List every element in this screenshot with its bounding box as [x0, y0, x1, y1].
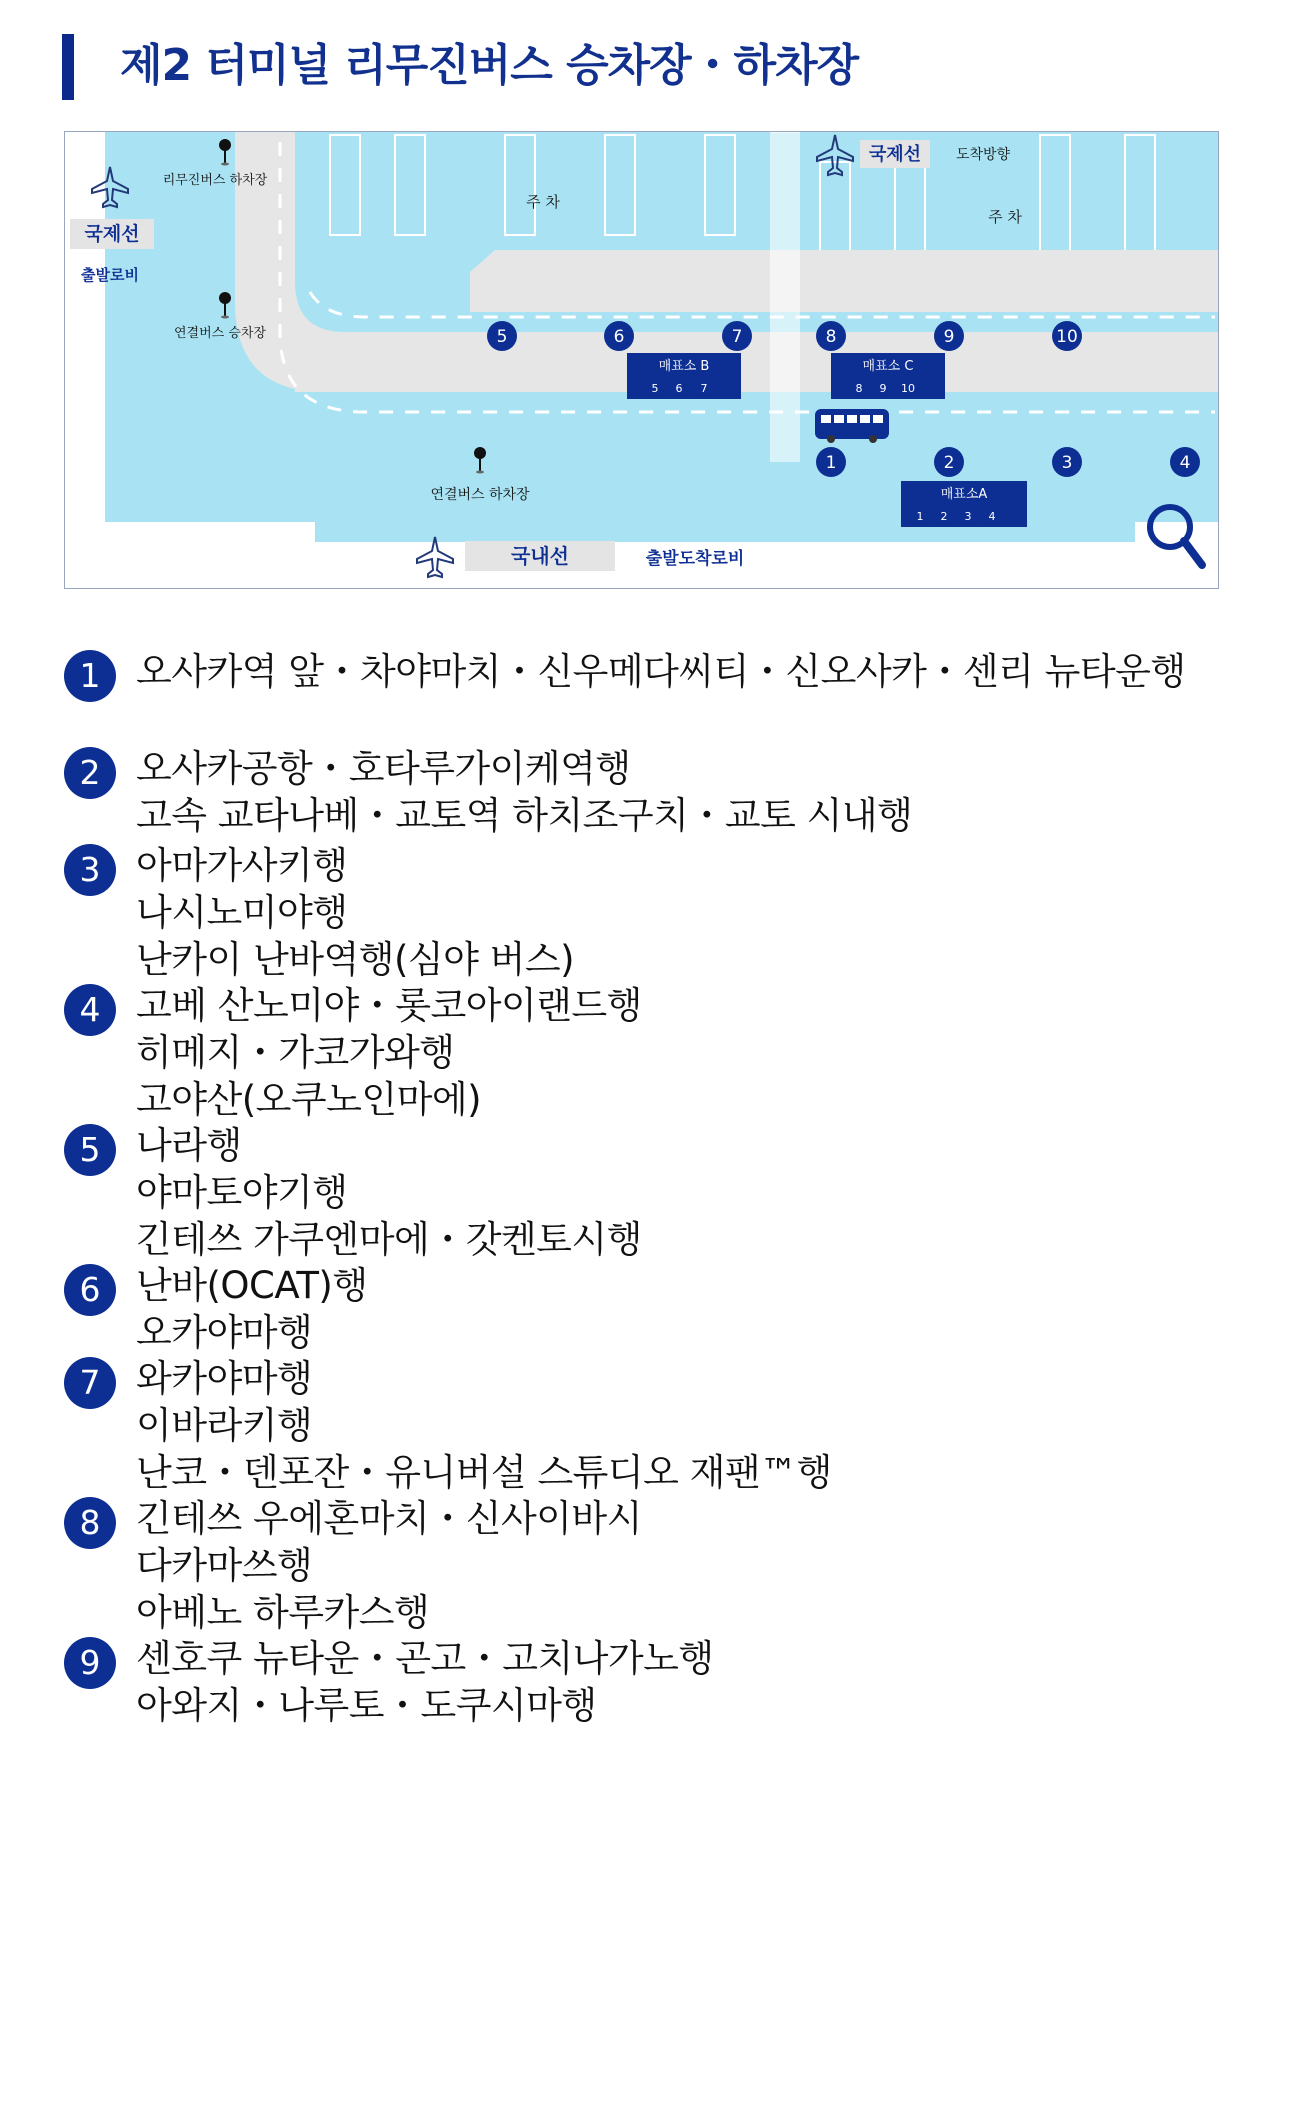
- route-destinations: [136, 1495, 642, 1636]
- map-stop-marker: 6: [613, 327, 625, 348]
- route-item: [64, 745, 912, 839]
- route-destinations: [136, 842, 574, 983]
- route-item: [64, 842, 574, 983]
- route-item: [64, 1355, 832, 1496]
- map-stop-marker: 7: [731, 327, 743, 348]
- ticket-stop-marker: 8: [855, 381, 863, 395]
- connecting-pickup-label: 연결버스 승차장: [173, 326, 267, 341]
- route-item: [64, 982, 642, 1123]
- destination-line: 오사카공항・호타루가이케역행: [136, 747, 631, 790]
- connecting-dropoff-label: 연결버스 하차장: [430, 487, 530, 503]
- destination-line: 히메지・가코가와행: [136, 1031, 455, 1074]
- map-stop-marker: 5: [496, 327, 508, 348]
- stop-number-badge: 9: [64, 1637, 116, 1689]
- ticket-stop-marker: 5: [651, 381, 659, 395]
- route-destinations: [136, 1355, 832, 1496]
- route-destinations: [136, 745, 912, 839]
- destination-line: 난카이 난바역행(심야 버스): [136, 938, 575, 981]
- destination-line: 난바(OCAT)행: [136, 1264, 368, 1307]
- page-title: 제2 터미널 리무진버스 승차장・하차장: [120, 40, 859, 91]
- ticket-a-label: 매표소A: [940, 487, 988, 502]
- destination-line: 긴테쓰 우에혼마치・신사이바시: [136, 1497, 642, 1540]
- route-destinations: [136, 1262, 368, 1356]
- route-item: [64, 1635, 714, 1729]
- lower-land: [105, 522, 315, 588]
- airplane-icon: [417, 537, 453, 577]
- title-accent-bar: [62, 34, 74, 100]
- stop-number-badge: 7: [64, 1357, 116, 1409]
- route-item: [64, 1495, 642, 1636]
- route-item: [64, 648, 1186, 702]
- stop-number-badge: 3: [64, 844, 116, 896]
- ticket-b-label: 매표소 B: [658, 359, 710, 374]
- international-top-label: 국제선: [868, 144, 922, 165]
- destination-line: 긴테쓰 가쿠엔마에・갓켄토시행: [136, 1218, 642, 1261]
- ticket-stop-marker: 6: [675, 381, 683, 395]
- stop-number-badge: 4: [64, 984, 116, 1036]
- destination-line: 야마토야기행: [136, 1171, 348, 1214]
- route-destinations: [136, 648, 1186, 695]
- map-stop-marker: 9: [943, 327, 955, 348]
- parking-label-1: 주 차: [526, 193, 560, 211]
- destination-line: 나라행: [136, 1124, 242, 1167]
- destination-line: 나시노미야행: [136, 891, 348, 934]
- limousine-dropoff-label: 리무진버스 하차장: [162, 173, 268, 188]
- stop-number-badge: 1: [64, 650, 116, 702]
- route-item: [64, 1122, 642, 1263]
- crosswalk: [770, 132, 800, 462]
- destination-line: 고야산(오쿠노인마에): [136, 1078, 482, 1121]
- arrival-direction-label: 도착방향: [955, 147, 1011, 163]
- map-stop-marker: 3: [1061, 453, 1073, 474]
- map-stop-marker: 4: [1179, 453, 1191, 474]
- domestic-label: 국내선: [511, 544, 569, 568]
- destination-line: 아베노 하루카스행: [136, 1591, 430, 1634]
- destination-line: 센호쿠 뉴타운・곤고・고치나가노행: [136, 1637, 714, 1680]
- destination-line: 이바라키행: [136, 1404, 313, 1447]
- ticket-stop-marker: 2: [940, 509, 948, 523]
- destination-line: 다카마쓰행: [136, 1544, 313, 1587]
- destination-line: 아마가사키행: [136, 844, 348, 887]
- ticket-c-label: 매표소 C: [862, 359, 914, 374]
- destination-line: 오사카역 앞・차야마치・신우메다씨티・신오사카・센리 뉴타운행: [136, 650, 1186, 693]
- international-left-label: 국제선: [84, 223, 140, 245]
- stop-number-badge: 2: [64, 747, 116, 799]
- road-upper: [470, 250, 1218, 312]
- stop-number-badge: 5: [64, 1124, 116, 1176]
- departure-arrival-lobby-label: 출발도착로비: [645, 549, 745, 569]
- departure-lobby-label: 출발로비: [81, 266, 139, 284]
- destination-line: 아와지・나루토・도쿠시마행: [136, 1684, 597, 1727]
- route-destinations: [136, 982, 642, 1123]
- ticket-stop-marker: 7: [700, 381, 708, 395]
- ticket-stop-marker: 10: [901, 381, 915, 395]
- terminal-map: [64, 131, 1219, 589]
- parking-label-2: 주 차: [988, 208, 1022, 226]
- stop-number-badge: 6: [64, 1264, 116, 1316]
- destination-line: 고베 산노미야・롯코아이랜드행: [136, 984, 642, 1027]
- ticket-stop-marker: 9: [879, 381, 887, 395]
- destination-line: 난코・덴포잔・유니버설 스튜디오 재팬™행: [136, 1451, 832, 1494]
- map-stop-marker: 8: [825, 327, 837, 348]
- ticket-stop-marker: 3: [964, 509, 972, 523]
- ticket-stop-marker: 4: [988, 509, 996, 523]
- stop-number-badge: 8: [64, 1497, 116, 1549]
- route-destinations: [136, 1122, 642, 1263]
- ticket-stop-marker: 1: [916, 509, 924, 523]
- destination-line: 와카야마행: [136, 1357, 313, 1400]
- bus-icon: [815, 409, 889, 443]
- route-item: [64, 1262, 368, 1356]
- destination-line: 고속 교타나베・교토역 하치조구치・교토 시내행: [136, 794, 913, 837]
- map-stop-marker: 1: [825, 453, 837, 474]
- destination-line: 오카야마행: [136, 1311, 313, 1354]
- map-stop-marker: 10: [1056, 327, 1078, 348]
- route-destinations: [136, 1635, 714, 1729]
- map-stop-marker: 2: [943, 453, 955, 474]
